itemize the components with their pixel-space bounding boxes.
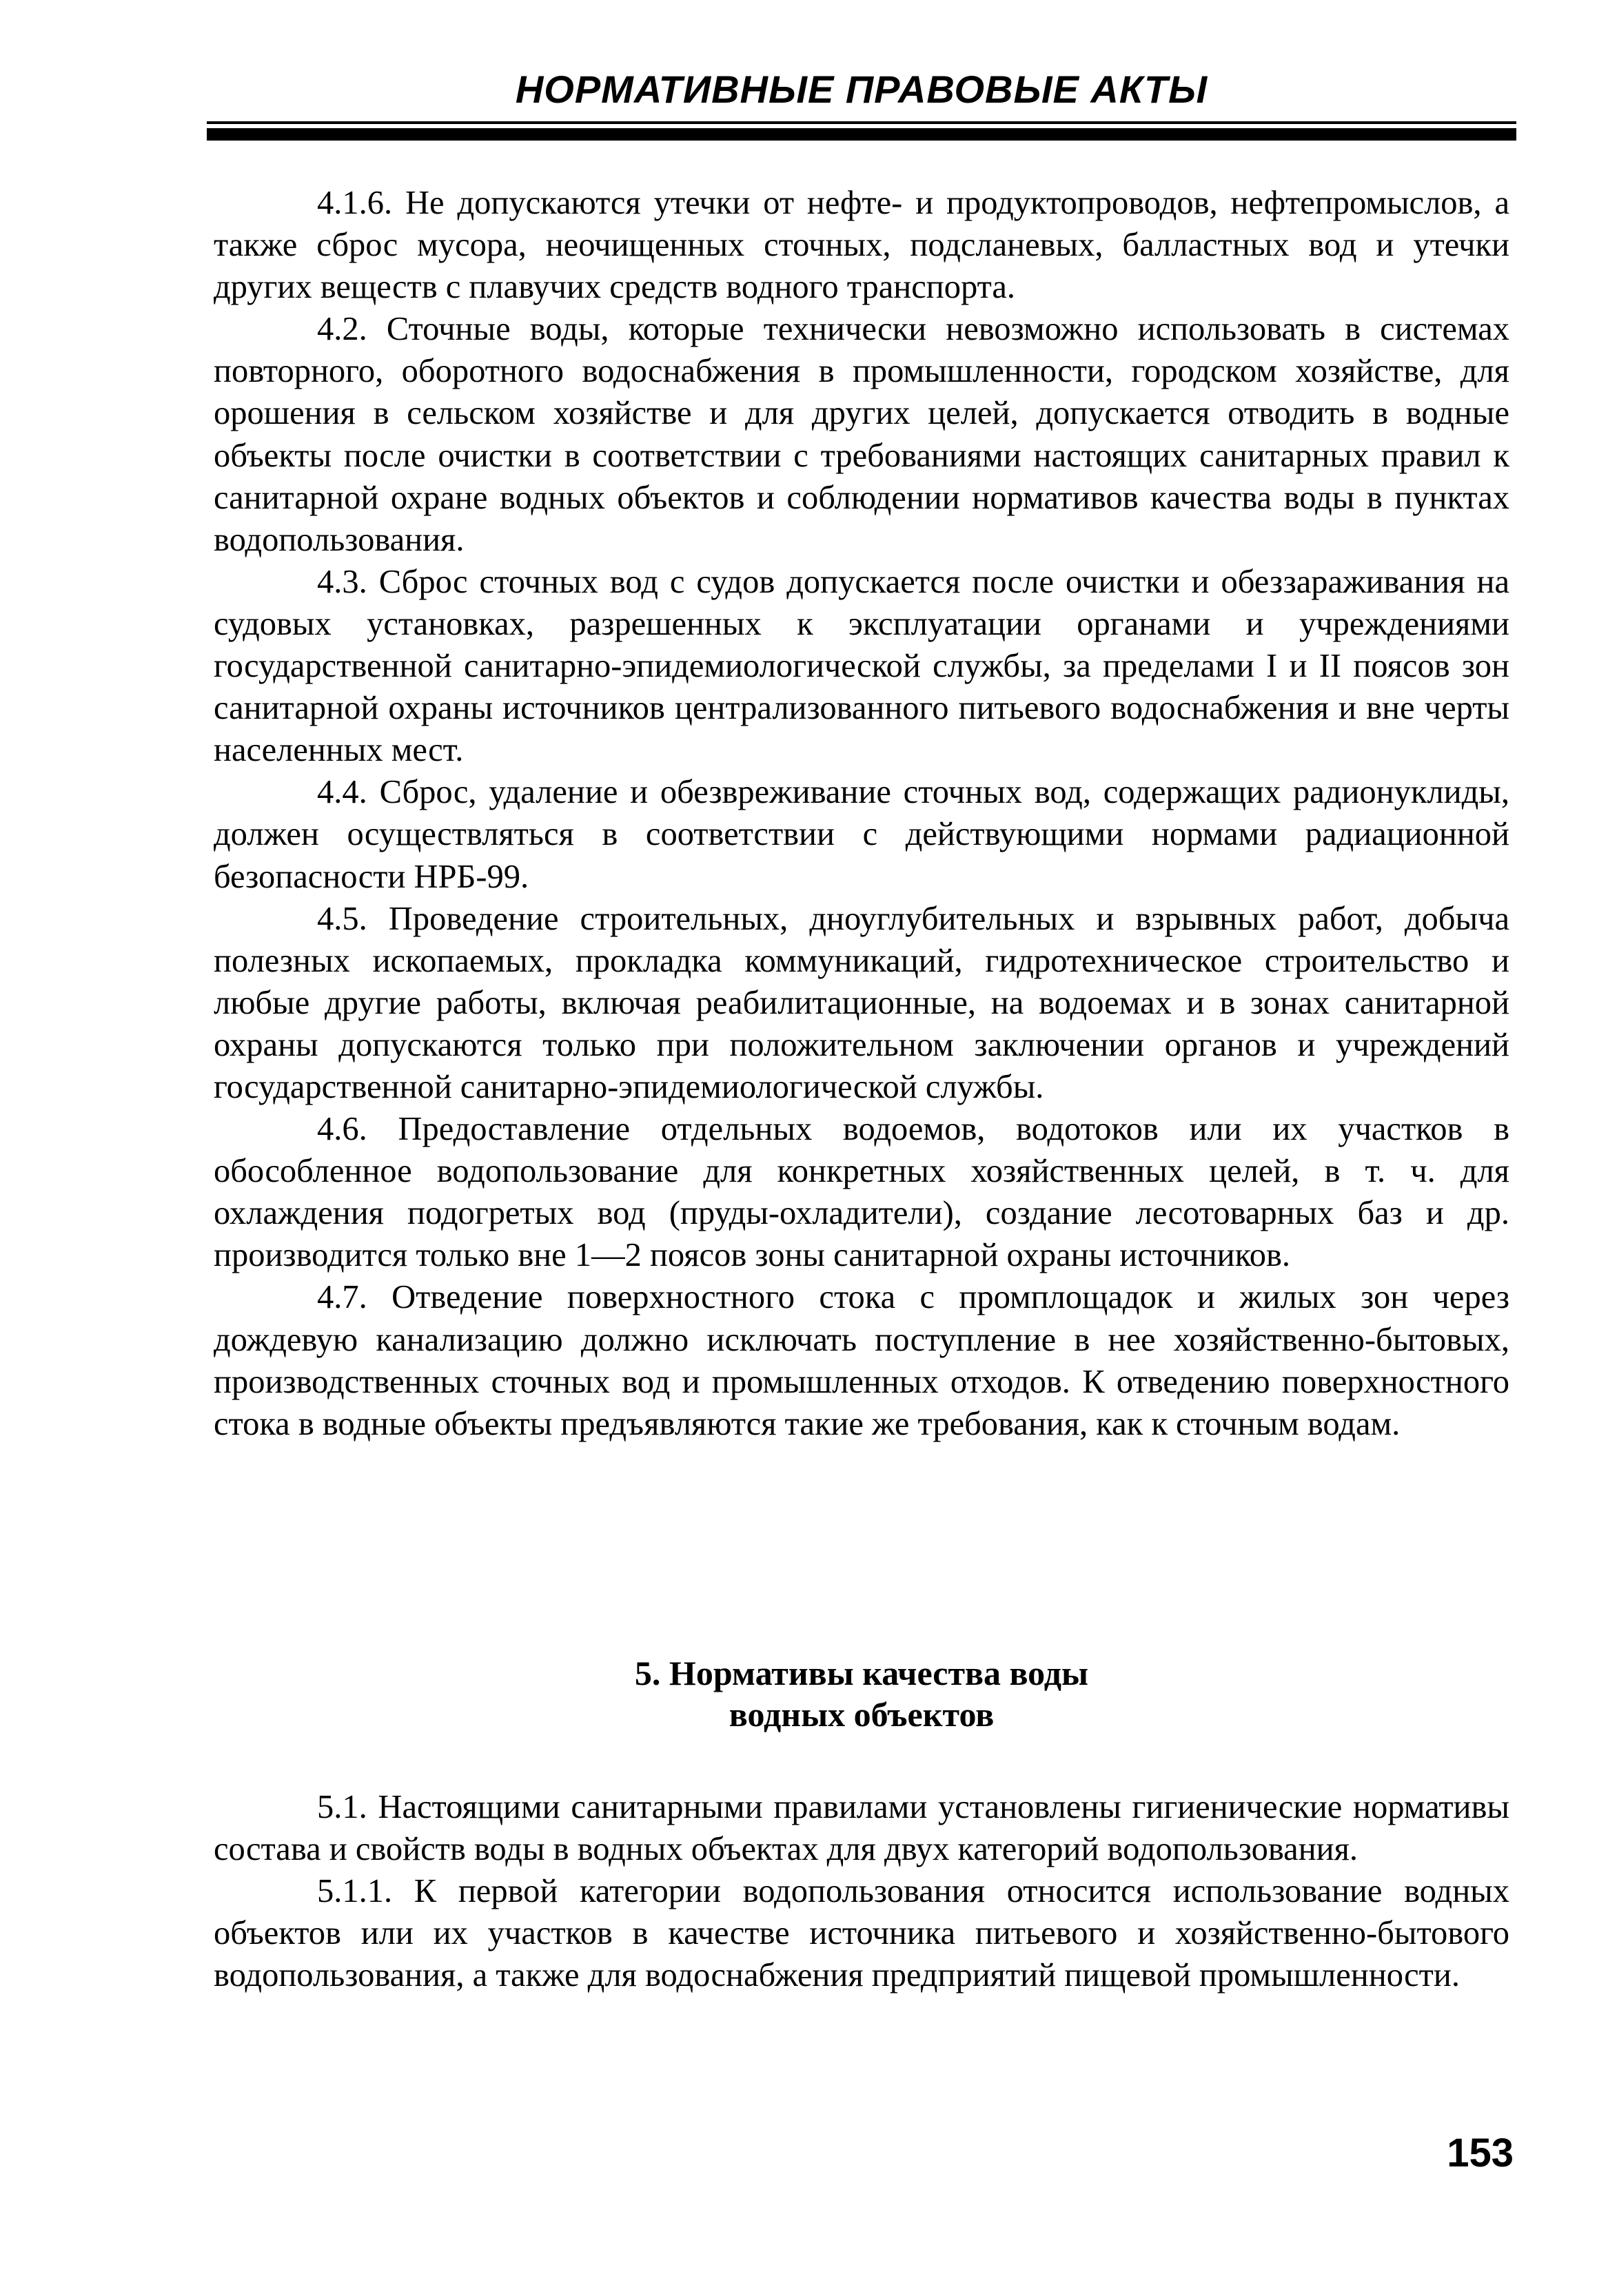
running-header-title: НОРМАТИВНЫЕ ПРАВОВЫЕ АКТЫ xyxy=(515,68,1208,111)
header-thin-rule xyxy=(207,121,1516,124)
header-thick-rule xyxy=(207,128,1516,141)
page-number: 153 xyxy=(1447,2131,1514,2175)
paragraph-5-1-1: 5.1.1. К первой категории водопользования относится использование водных объектов или их участков в качестве источника питьевого и хозяйственно-бытового водопользования, а также для водоснабжения предприятий пищевой промышленности. xyxy=(214,1873,1509,1994)
paragraph-4-1-6: 4.1.6. Не допускаются утечки от нефте- и продуктопроводов, нефтепромыслов, а также сброс мусора, неочищенных сточных, подсланевых, балластных вод и утечки других веществ с плавучих средств водного транспорта. xyxy=(214,185,1509,306)
paragraph-4-4: 4.4. Сброс, удаление и обезвреживание сточных вод, содержащих радионуклиды, должен осуществляться в соответствии с действующими нормами радиационной безопасности НРБ-99. xyxy=(214,774,1509,895)
body-text-before-section xyxy=(214,182,1509,1445)
paragraph-4-6: 4.6. Предоставление отдельных водоемов, водотоков или их участков в обособленное водопользование для конкретных хозяйственных целей, в т. ч. для охлаждения подогретых вод (пруды-охладители), создание лесотоварных баз и др. производится только вне 1—2 поясов зоны санитарной охраны источников. xyxy=(214,1111,1509,1274)
paragraph-4-2: 4.2. Сточные воды, которые технически невозможно использовать в системах повторного, оборотного водоснабжения в промышленности, городском хозяйстве, для орошения в сельском хозяйстве и для других целей, допускается отводить в водные объекты после очистки в соответствии с требованиями настоящих санитарных правил к санитарной охране водных объектов и соблюдении нормативов качества воды в пунктах водопользования. xyxy=(214,311,1509,558)
section-heading-line-1: 5. Нормативы качества воды xyxy=(634,1654,1089,1692)
body-text-after-section xyxy=(214,1786,1509,1996)
paragraph-4-3: 4.3. Сброс сточных вод с судов допускается после очистки и обеззараживания на судовых установках, разрешенных к эксплуатации органами и учреждениями государственной санитарно-эпидемиологической службы, за пределами I и II поясов зон санитарной охраны источников централизованного питьевого водоснабжения и вне черты населенных мест. xyxy=(214,563,1509,769)
paragraph-4-5: 4.5. Проведение строительных, дноуглубительных и взрывных работ, добыча полезных ископаемых, прокладка коммуникаций, гидротехническое строительство и любые другие работы, включая реабилитационные, на водоемах и в зонах санитарной охраны допускаются только при положительном заключении органов и учреждений государственной санитарно-эпидемиологической службы. xyxy=(214,900,1509,1105)
section-heading-line-2: водных объектов xyxy=(729,1695,995,1734)
paragraph-4-7: 4.7. Отведение поверхностного стока с промплощадок и жилых зон через дождевую канализацию должно исключать поступление в нее хозяйственно-бытовых, производственных сточных вод и промышленных отходов. К отведению поверхностного стока в водные объекты предъявляются такие же требования, как к сточным водам. xyxy=(214,1279,1509,1442)
paragraph-5-1: 5.1. Настоящими санитарными правилами установлены гигиенические нормативы состава и свойств воды в водных объектах для двух категорий водопользования. xyxy=(214,1789,1509,1868)
section-heading xyxy=(214,1652,1509,1735)
